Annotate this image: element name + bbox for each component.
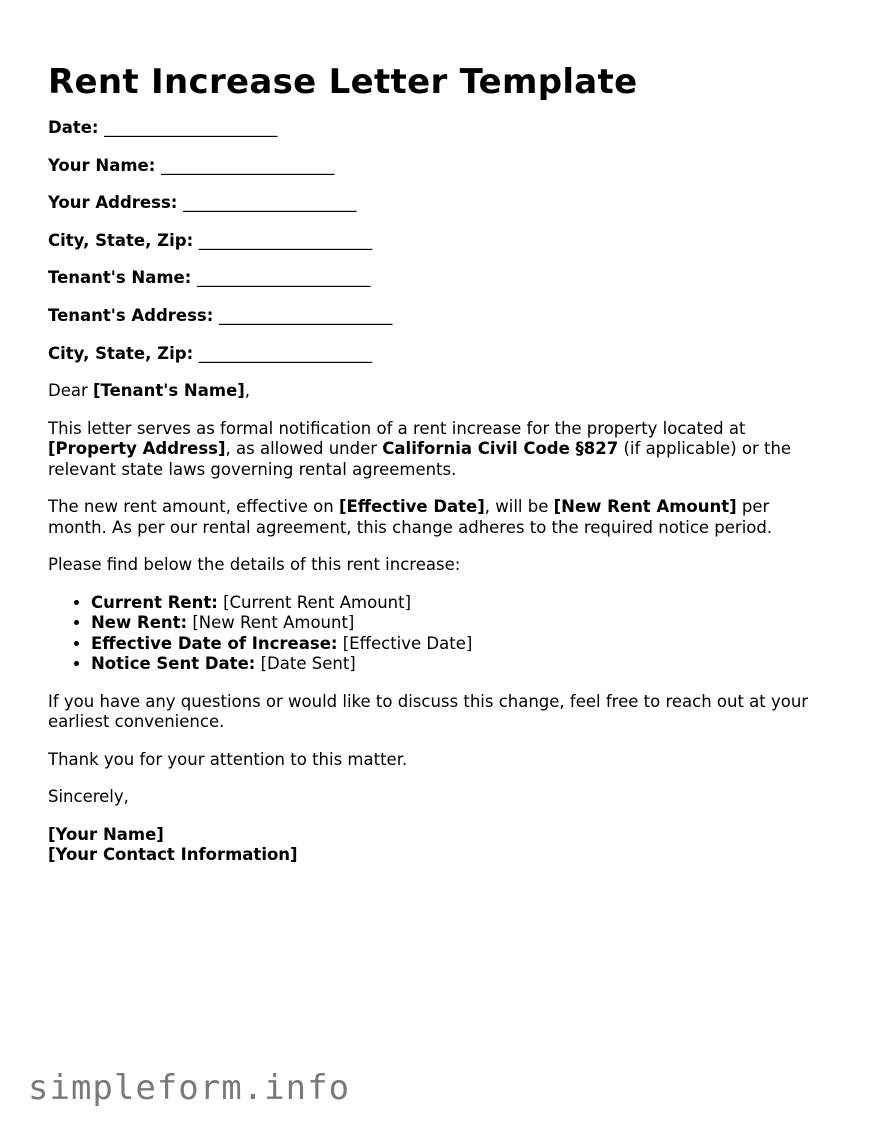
details-intro: Please find below the details of this rent increase: <box>48 555 461 575</box>
signature-contact: [Your Contact Information] <box>48 845 298 865</box>
salutation-suffix: , <box>244 381 251 401</box>
field-blank: _____________________ <box>161 155 335 175</box>
field-city-state-zip <box>48 231 828 251</box>
field-blank: _____________________ <box>183 193 357 213</box>
field-blank: _____________________ <box>198 343 373 363</box>
field-label: City, State, Zip: <box>48 230 194 250</box>
paragraph-notification <box>48 419 828 481</box>
paragraph-new-rent <box>48 497 828 538</box>
field-blank: _____________________ <box>219 305 393 325</box>
new-rent-placeholder: [New Rent Amount] <box>553 497 737 517</box>
signature-block <box>48 825 828 866</box>
text: per month. As per our rental agreement, this change adheres to the required notice period. <box>48 497 773 537</box>
detail-label: Current Rent: <box>91 592 218 612</box>
field-label: City, State, Zip: <box>48 343 194 363</box>
text: (if applicable) or the relevant state laws governing rental agreements. <box>48 439 792 479</box>
field-tenant-name <box>48 268 828 288</box>
letter-page <box>48 0 828 866</box>
text: , as allowed under <box>225 439 383 459</box>
closing: Sincerely, <box>48 787 129 807</box>
detail-label: Notice Sent Date: <box>91 654 256 674</box>
detail-value: [Current Rent Amount] <box>217 592 412 612</box>
header-fields <box>48 118 828 364</box>
field-tenant-address <box>48 306 828 326</box>
field-label: Tenant's Name: <box>48 268 192 288</box>
salutation <box>48 381 828 402</box>
details-list <box>48 593 828 675</box>
field-blank: _____________________ <box>197 268 371 288</box>
field-date <box>48 118 828 138</box>
field-label: Your Address: <box>48 193 178 213</box>
text: , will be <box>484 497 554 517</box>
field-blank: _____________________ <box>104 118 278 137</box>
salutation-prefix: Dear <box>48 381 93 401</box>
text: The new rent amount, effective on <box>48 497 339 517</box>
field-tenant-city-state-zip <box>48 344 828 364</box>
property-placeholder: [Property Address] <box>48 439 226 459</box>
list-item <box>91 634 828 655</box>
effective-date-placeholder: [Effective Date] <box>338 497 485 517</box>
field-your-name <box>48 156 828 176</box>
page-title: Rent Increase Letter Template <box>48 62 638 102</box>
paragraph-questions: If you have any questions or would like to discuss this change, feel free to reach out at your earliest convenience. <box>48 691 809 732</box>
detail-label: Effective Date of Increase: <box>91 633 338 653</box>
list-item <box>91 593 828 614</box>
civil-code: California Civil Code §827 <box>382 439 619 459</box>
field-blank: _____________________ <box>198 230 373 250</box>
field-your-address <box>48 193 828 213</box>
signature-name: [Your Name] <box>48 824 164 844</box>
watermark: simpleform.info <box>28 1068 351 1108</box>
field-label: Tenant's Address: <box>48 305 214 325</box>
detail-value: [Date Sent] <box>255 654 356 674</box>
detail-label: New Rent: <box>91 613 188 633</box>
field-label: Date: <box>48 118 99 137</box>
salutation-name: [Tenant's Name] <box>93 381 245 401</box>
detail-value: [Effective Date] <box>337 633 473 653</box>
text: This letter serves as formal notification of a rent increase for the property located at <box>48 418 746 438</box>
field-label: Your Name: <box>48 155 156 175</box>
detail-value: [New Rent Amount] <box>187 613 355 633</box>
list-item <box>91 654 828 675</box>
list-item <box>91 613 828 634</box>
paragraph-thanks: Thank you for your attention to this matter. <box>48 749 408 769</box>
